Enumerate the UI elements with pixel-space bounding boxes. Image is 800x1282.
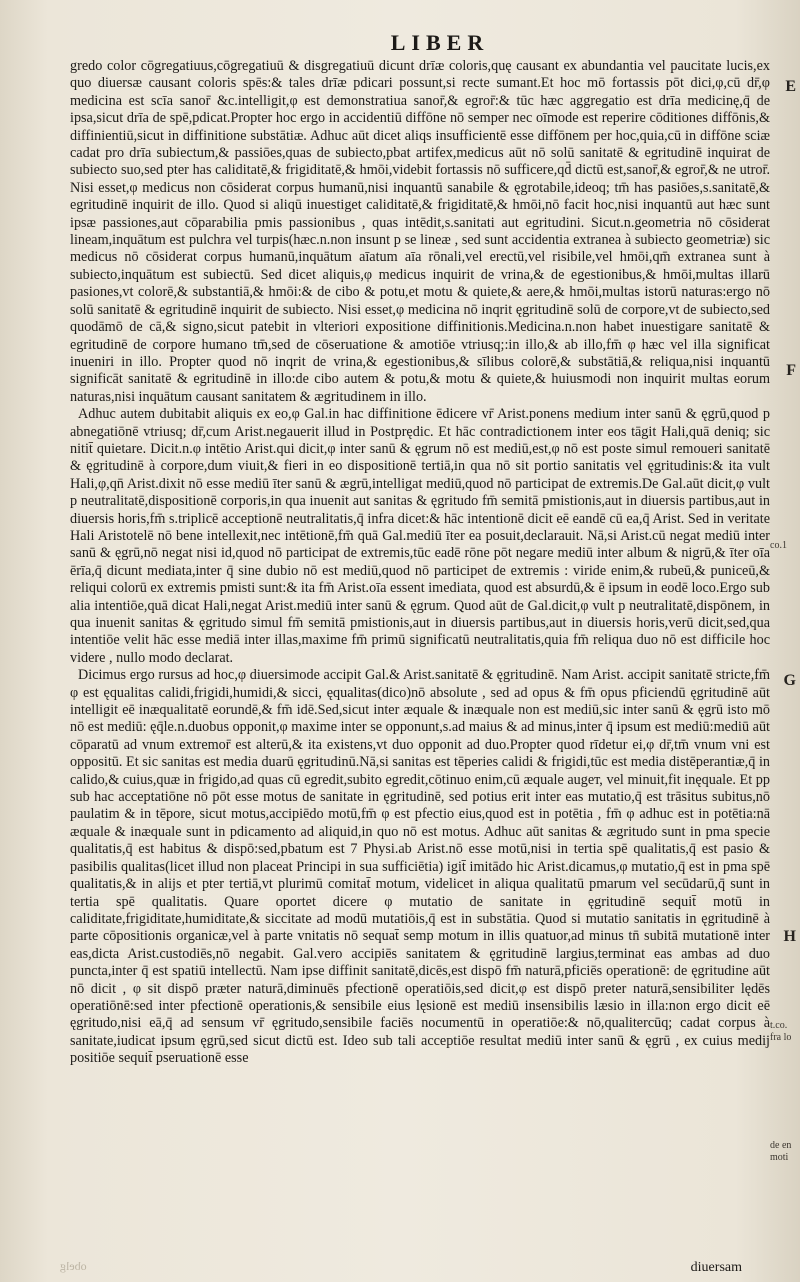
margin-note-demoti: de en moti (770, 1140, 792, 1163)
paragraph-1: gredo color cōgregatiuus,cōgregatiuū & disgregatiuū dicunt drīæ coloris,quę causant ex abundantia vel paucitate lucis,ex quo diuersæ causant coloris spēs:& tales drīæ pdicari possunt,si recte sumant.Et hoc mō fortassis pōt dici,φ,cū dr̄,φ medicina est scīa sanor̄ &c.intelligit,φ est demonstratiua sanor̄,& egror̄:& tūc hæc aggregatio est drīa medicinę,q̄ de ipsa,sicut drīa de spē,pdicat.Propter hoc ergo in accidentiū diffōne nō semper nec oīmode est reperire cōditiones diffōnis,& diffinientiū,sicut in diffinitione substātiæ. Adhuc aūt dicet aliqs insufficientē esse diffōnem per hoc,quia,cū in diffōne sciæ cadat pro drīa subiectum,& passiōes,quas de subiecto,pbat artifex,medicus aūt nō solū sanitatē & egritudinē inquirat de subiecto suo,sed pter has caliditatē,& frigiditatē,& hmōi,videbit fortassis nō sufficere,qd̄ dictū est,sanor̄,& egror̄,& ne utror̄. Nisi esset,φ medicus non cōsiderat corpus humanū,nisi inquantū sanabile & ęgrotabile,ideoq; tm̄ has pasiōes,s.sanitatē,& egritudinē inquirit de illo. Quod si aliqū inuestiget caliditatē,& frigiditatē,& hmōi,nō facit hoc,nisi inquantū aut hæc sunt ipsæ passiones,aut cōparabilia pmis passionibus , quas intēdit,s.sanitati aut egritudini. Sicut.n.geometria nō cōsiderat lineam,inquātum est pulchra vel turpis(hæc.n.non insunt p se lineæ , sed sunt accidentia extranea à subiecto geometriæ) sic medicus nō cōsiderat corpus humanū,inquātum aīatum aīa rōnali,vel erectū,vel risibile,vel hmōi,qm̄ extranea sunt à subiecto,inquātum est subiectū. Sed dicet aliquis,φ medicus inquirit de vrina,& de egestionibus,& hmōi,multas illarū pasiones,vt colorē,& substantiā,& hmōi:& de cibo & potu,et motu & quiete,& aere,& hmōi,multas istorū naturas:ergo nō solū sanitatē & egritudinē inquirit de subiecto. Nisi esset,φ medicina nō inqrit ęgritudinē solū de corpore,vt de subiecto,sed quodāmō de cā,& signo,sicut patebit in vlteriori expositione diffinitionis.Medicina.n.non habet inuestigare sanitatē & egritudinē de corpore humano tm̄,sed de cōseruatione & amotiōe vtriusq;:in illo,& ab illo,fm̄ φ hæc vel illa significat inueniri in illo. Propter quod nō inqrit de vrina,& egestionibus,& sīlibus colorē,& substātiā,& reliqua,nisi inquantū significāt sanitatē & egritudinē in illo:de cibo autem & potu,& motu & quiete,& huiusmodi non inquirit multas eorum naturas,nisi inquātum causant sanitatem & ægritudinem in illo. (70, 58, 770, 405)
running-head: LIBER (390, 30, 490, 55)
paragraph-3: Dicimus ergo rursus ad hoc,φ diuersimode accipit Gal.& Arist.sanitatē & ęgritudinē. Nam Arist. accipit sanitatē stricte,fm̄ φ est ęqualitas calidi,frigidi,humidi,& sicci, ęqualitas(dico)nō absolute , sed ad opus & fm̄ opus pficiendū ęgritudinē aūt intelligit eē inæqualitatē eorundē,& fm̄ idē.Sed,sicut inter æquale & inæquale non est mediū,sic inter sanū & ęgrū isto mō nō est mediū: ęq̄le.n.duobus opponit,φ maxime inter se opponunt,s.ad maius & ad minus,inter q̄ ipsum est mediū:mediū aūt cōparatū ad vnum extremor̄ est alterū,& ita existens,vt duo opponit ad duo.Propter quod rīdetur ei,φ dr̄,tm̄ vnum vni est oppositū. Et sic sanitas est media duarū ęgritudinū.Nā,si sanitas est tēperies calidi & frigidi,tūc est media distēperantiæ,q̄ in calido,& cuius,quæ in frigido,ad quas cū egredit,subito egredit,cōtinuo enim,cū æquale augeт, vel minuit,fit inęquale. Et pp sub hac acceptatiōne nō pōt esse motus de sanitate in ęgritudinē, sed potius erit inter eas mutatio,q̄ est trāsitus subitus,nō paulatim & in tēpore, sicut motus,accipiēdo motū,fm̄ φ est pfectio eius,quod est in potētia , fm̄ φ adhuc est in potētia:nā æquale & inæquale sunt in pdicamento ad aliquid,in quo nō est motus. Adhuc aūt sanitas & ægritudo sunt in pma specie qualitatis,q̄ est habitus & dispō:sed,pbatum est 7 Physi.ab Arist.nō esse motū,nisi in tertia spē qualitatis,q̄ est pasio & pasibilis qualitas(licet illud non placeat Principi in sua sufficiētia) igit̄ imitādo hic Arist.dicamus,φ mutatio,q̄ est in pma spē qualitatis,& in alijs et pter tertiā,vt plurimū comitat̄ motum, videlicet in aliqua qualitatū pmarum vel secūdarū,q̄ sunt in tertia spē qualitatis. Quare oportet dicere φ mutatio de sanitate in ęgritudinē sequit̄ motū in caliditate,frigiditate,humiditate,& siccitate ad modū mutatiōis,q̄ est in substātia. Quod si mutatio sanitatis in ęgritudinē à parte cōpositionis organicæ,vel à parte vnitatis nō sequat̄ semp motum in illis quatuor,ad minus tn̄ subitā mutationē inter eas,dicta Arist.custodiēs,nō negabit. Gal.vero accipiēs sanitatem & ęgritudinē largius,terminat eas ambas ad duo puncta,inter q̄ est spatiū intellectū. Nam ipse diffinit sanitatē,dicēs,est dispō fm̄ naturā,pficiēs operationē: de ęgritudine aūt nō dicit , φ sit dispō præter naturā,diminuēs pfectionē operatiōis,sed dicit,φ est dispō preter naturā,sensibiliter lędēs operatiōnē:sed inter pfectionē operationis,& sensibile eius lęsionē est mediū insensibilis læsio in illa:non ergo dicit eē ęgritudo,nisi eā,q̄ ad sensum vr̄ ęgritudo,sensibile faciēs nocumentū in operatiōe:& nō,qualitercūq; cadat corpus à sanitate,iudicat ipsum ęgrū,sed sicut dictū est. Ideo sub tali acceptiōe resultat mediū inter sanū & ęgrū , ex cuius medij positiōe sequit̄ pseruationē esse (70, 667, 770, 1067)
catchword: diuersam (690, 1260, 742, 1275)
margin-note-co1: co.1 (770, 540, 787, 551)
bleed-through-text: obelg (60, 1259, 87, 1273)
main-text-block (70, 58, 770, 1068)
paragraph-2: Adhuc autem dubitabit aliquis ex eo,φ Gal.in hac diffinitione ēdicere vr̄ Arist.ponens medium inter sanū & ęgrū,quod p abnegatiōnē vtriusq; dr̄,cum Arist.negauerit illud in Postprędic. Et hāc contradictionem inter eos tāgit Hali,quā deniq; sic nitit̄ quietare. Dicit.n.φ intētio Arist.qui dicit,φ inter sanū & ęgrum nō est mediū,est,φ nō est poste simul remoueri sanitatē & ęgritudinē à corpore,dum viuit,& fieri in eo dispositionē tertiā,in qua nō sit portio sanitatis vel ęgritudinis:& ita vult Hali,φ,qn̄ Arist.dixit nō esse mediū īter sanū & ægrū,intelligat mediū,quod nō participat de extremis.De Gal.aūt dicit,φ vult p neutralitatē,dispositionē corporis,in qua inuenit aut sanitas & ęgritudo fm̄ semitā pmistionis,aut in diuersis partibus,aut in diuersis horis,fm̄ s.triplicē acceptionē neutralitatis,q̄ infra dicet:& hāc intentionē dicit eē eandē cū ea,q̄ Arist. Sed in veritate Hali Aristotelē nō bene intellexit,nec intētionē,fm̄ quā Gal.mediū īter ea posuit,declarauit. Nā,si Arist.cū negat mediū inter sanū & ęgrū,nō negat nisi id,quod nō participat de extremis,tūc eadē rōne pōt negare mediū inter album & nigrū,& īter oīa ērīa,q̄ dicunt mediata,inter q̄ sine dubio nō est mediū,quod nō participet de extremis : viride enim,& rubeū,& puniceū,& reliqui colorū ex extremis pmisti sunt:& ita fm̄ Arist.oīa essent imediata, quod est absurdū,& ē ipsum in eodē loco.Ergo sub alia intentiōe,quā dicat Hali,negat Arist.mediū inter sanū & ęgrum. Quod aūt de Gal.dicit,φ vult p neutralitatē,dispōnem, in qua inuenit sanitas & ęgritudo simul fm̄ semitā pmistionis,aut in diuersis partibus,aut in diuersis horis,verū dicit,sed,qua intentiōe velit hāc esse mediā inter illas,maxime fm̄ primū significatū neutralitatis,quia fm̄ reliqua duo nō est difficile hoc videre , nullo modo declarat. (70, 406, 770, 666)
margin-letter-e: E (785, 78, 796, 95)
margin-letter-h: H (783, 928, 796, 945)
margin-letter-g: G (783, 672, 796, 689)
margin-letter-f: F (786, 362, 796, 379)
margin-note-tco: t.co. fra lo (770, 1020, 792, 1043)
